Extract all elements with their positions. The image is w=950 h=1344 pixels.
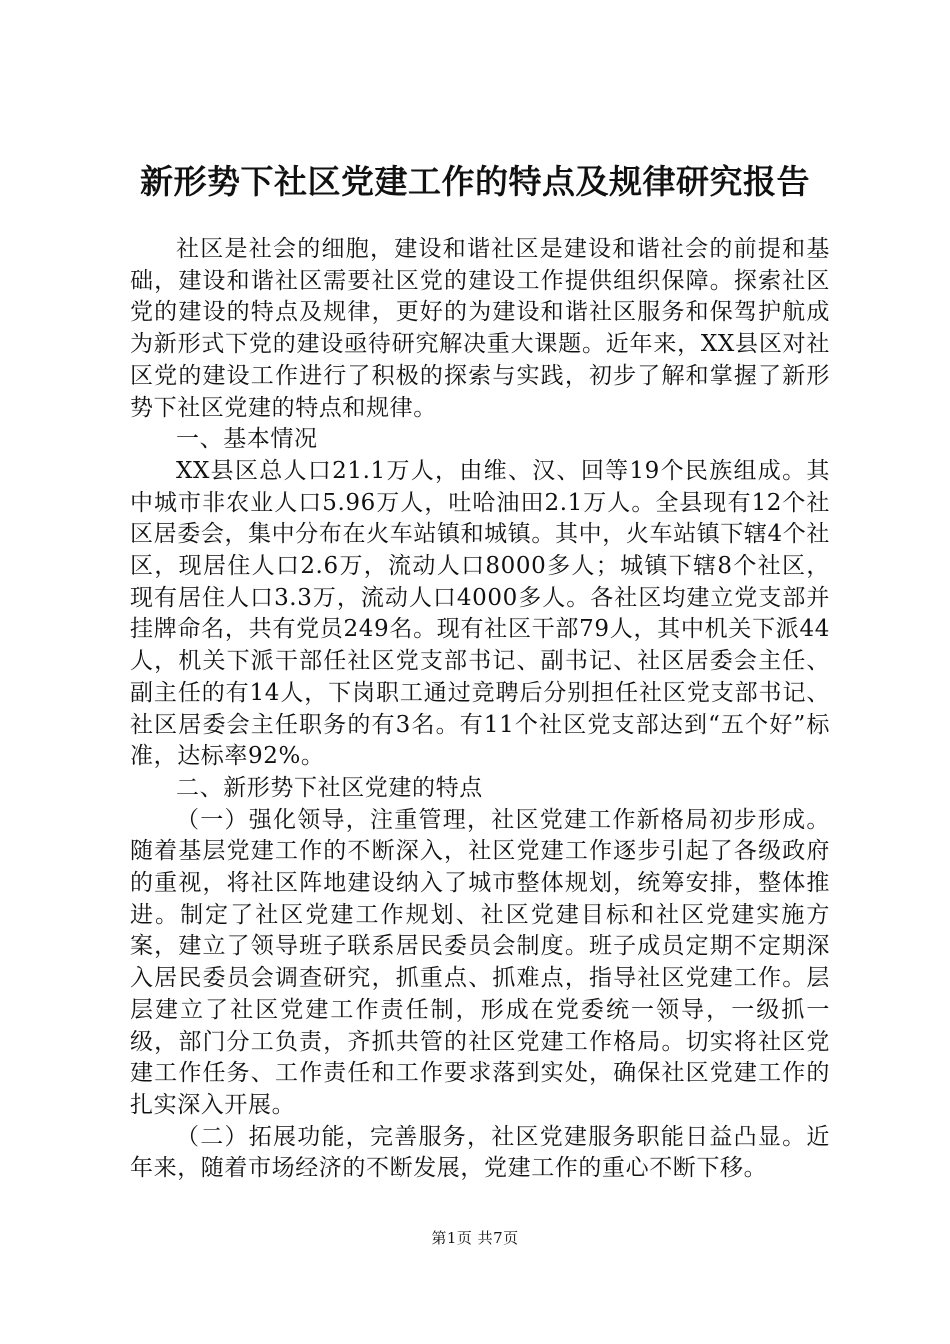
document-body xyxy=(130,234,830,1185)
characteristics-paragraph-2: （二）拓展功能，完善服务，社区党建服务职能日益凸显。近年来，随着市场经济的不断发展，党建工作的重心不断下移。 xyxy=(130,1123,830,1182)
characteristics-paragraph-1: （一）强化领导，注重管理，社区党建工作新格局初步形成。随着基层党建工作的不断深入，社区党建工作逐步引起了各级政府的重视，将社区阵地建设纳入了城市整体规划，统筹安排，整体推进。制定了社区党建工作规划、社区党建目标和社区党建实施方案，建立了领导班子联系居民委员会制度。班子成员定期不定期深入居民委员会调查研究，抓重点、抓难点，指导社区党建工作。层层建立了社区党建工作责任制，形成在党委统一领导，一级抓一级，部门分工负责，齐抓共管的社区党建工作格局。切实将社区党建工作任务、工作责任和工作要求落到实处，确保社区党建工作的扎实深入开展。 xyxy=(130,806,830,1118)
basic-situation-paragraph: XX县区总人口21.1万人，由维、汉、回等19个民族组成。其中城市非农业人口5.96万人，吐哈油田2.1万人。全县现有12个社区居委会，集中分布在火车站镇和城镇。其中，火车站镇下辖4个社区，现居住人口2.6万，流动人口8000多人；城镇下辖8个社区，现有居住人口3.3万，流动人口4000多人。各社区均建立党支部并挂牌命名，共有党员249名。现有社区干部79人，其中机关下派44人，机关下派干部任社区党支部书记、副书记、社区居委会主任、副主任的有14人，下岗职工通过竞聘后分别担任社区党支部书记、社区居委会主任职务的有3名。有11个社区党支部达到“五个好”标准，达标率92%。 xyxy=(130,457,830,770)
document-title: 新形势下社区党建工作的特点及规律研究报告 xyxy=(140,162,810,201)
section-heading-basic-situation: 一、基本情况 xyxy=(176,426,318,453)
page-number-footer: 第1页 共7页 xyxy=(431,1229,519,1247)
section-heading-characteristics: 二、新形势下社区党建的特点 xyxy=(176,774,483,801)
intro-paragraph: 社区是社会的细胞，建设和谐社区是建设和谐社会的前提和基础，建设和谐社区需要社区党的建设工作提供组织保障。探索社区党的建设的特点及规律，更好的为建设和谐社区服务和保驾护航成为新形式下党的建设亟待研究解决重大课题。近年来，XX县区对社区党的建设工作进行了积极的探索与实践，初步了解和掌握了新形势下社区党建的特点和规律。 xyxy=(130,236,830,421)
